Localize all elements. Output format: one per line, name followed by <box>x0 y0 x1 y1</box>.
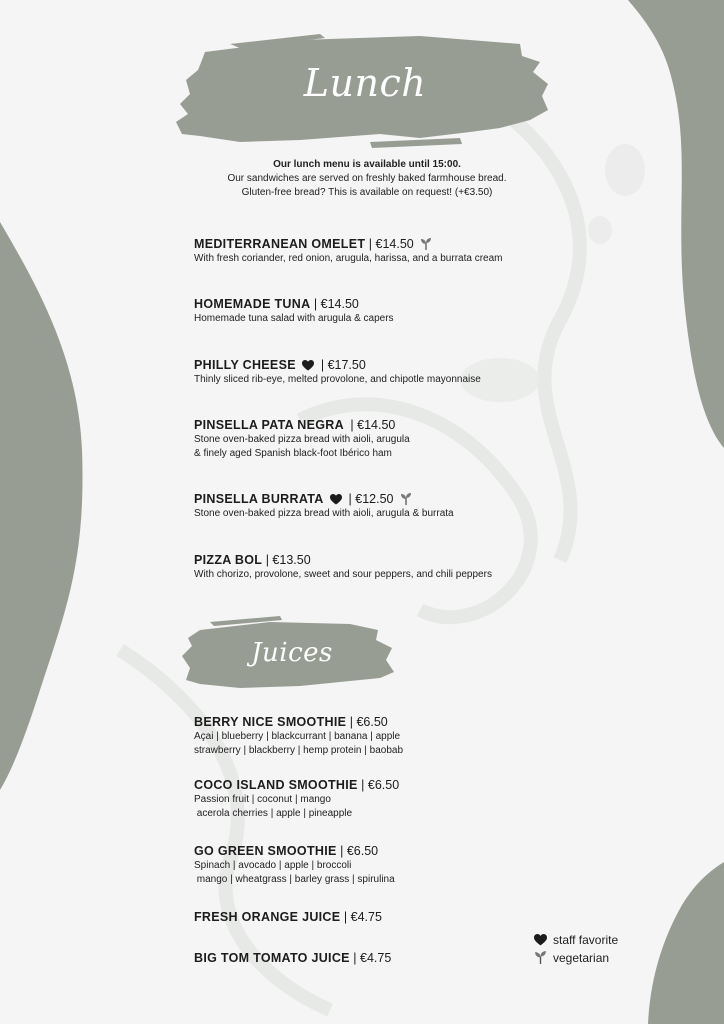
sprout-icon <box>534 950 547 964</box>
intro-availability: Our lunch menu is available until 15:00. <box>273 159 461 170</box>
item-description: With chorizo, provolone, sweet and sour peppers, and chili peppers <box>194 569 492 580</box>
heart-icon <box>330 494 342 505</box>
item-name: PINSELLA PATA NEGRA <box>194 418 344 432</box>
item-description: Açai | blueberry | blackcurrant | banana | apple <box>194 731 401 742</box>
lunch-item-mediterranean-omelet <box>194 236 634 266</box>
juices-title: Juices <box>251 638 333 668</box>
item-description: Homemade tuna salad with arugula & capers <box>194 313 394 324</box>
item-price: €12.50 <box>355 492 394 506</box>
item-name: BERRY NICE SMOOTHIE <box>194 715 347 729</box>
separator: | <box>350 418 354 432</box>
separator: | <box>340 844 344 858</box>
separator: | <box>361 778 365 792</box>
heart-icon <box>534 934 547 946</box>
intro-gluten-free: Gluten-free bread? This is available on request! (+€3.50) <box>241 187 493 198</box>
separator: | <box>349 715 353 729</box>
item-price: €6.50 <box>346 844 379 858</box>
item-description: Spinach | avocado | apple | broccoli <box>194 860 352 871</box>
separator: | <box>343 910 348 924</box>
juice-item-berry-nice-smoothie <box>194 714 634 758</box>
item-name: PHILLY CHEESE <box>194 358 296 372</box>
lunch-title: Lunch <box>303 61 427 105</box>
item-description: Stone oven-baked pizza bread with aioli, arugula & burrata <box>194 508 454 519</box>
item-description: Stone oven-baked pizza bread with aioli, arugula <box>194 434 410 445</box>
sprout-icon <box>420 237 432 250</box>
separator: | <box>353 951 357 965</box>
item-price: €6.50 <box>367 778 400 792</box>
separator: | <box>313 297 318 311</box>
item-price: €14.50 <box>357 418 396 432</box>
item-name: BIG TOM TOMATO JUICE <box>194 951 350 965</box>
item-description: With fresh coriander, red onion, arugula, harissa, and a burrata cream <box>194 253 503 264</box>
lunch-item-pizza-bol <box>194 552 634 582</box>
item-price: €13.50 <box>272 553 311 567</box>
item-name: FRESH ORANGE JUICE <box>194 910 341 924</box>
item-price: €17.50 <box>327 358 366 372</box>
juice-item-coco-island-smoothie <box>194 777 634 821</box>
separator: | <box>368 237 373 251</box>
item-price: €14.50 <box>375 237 414 251</box>
item-price: €14.50 <box>320 297 359 311</box>
legend-vegetarian <box>534 949 618 967</box>
item-price: €4.75 <box>350 910 382 924</box>
item-name: PIZZA BOL <box>194 553 263 567</box>
lunch-item-homemade-tuna <box>194 296 634 326</box>
sprout-icon <box>400 492 412 505</box>
item-price: €4.75 <box>360 951 392 965</box>
item-description: Thinly sliced rib-eye, melted provolone, and chipotle mayonnaise <box>194 374 481 385</box>
heart-icon <box>302 360 314 371</box>
lunch-item-pinsella-burrata <box>194 491 634 521</box>
legend-staff-favorite <box>534 931 618 949</box>
juice-item-go-green-smoothie <box>194 843 634 887</box>
item-name: HOMEMADE TUNA <box>194 297 311 311</box>
item-name: COCO ISLAND SMOOTHIE <box>194 778 358 792</box>
separator: | <box>265 553 269 567</box>
intro-bread: Our sandwiches are served on freshly baked farmhouse bread. <box>227 173 507 184</box>
item-description-line2: mango | wheatgrass | barley grass | spirulina <box>194 874 395 885</box>
lunch-item-pinsella-pata-negra <box>194 417 634 461</box>
item-name: MEDITERRANEAN OMELET <box>194 237 366 251</box>
legend-label: vegetarian <box>553 951 610 965</box>
item-name: PINSELLA BURRATA <box>194 492 324 506</box>
legend-label: staff favorite <box>553 933 619 947</box>
item-description-line2: acerola cherries | apple | pineapple <box>194 808 353 819</box>
item-price: €6.50 <box>356 715 388 729</box>
lunch-intro <box>150 158 584 200</box>
lunch-item-philly-cheese <box>194 357 634 387</box>
item-name: GO GREEN SMOOTHIE <box>194 844 337 858</box>
separator: | <box>348 492 352 506</box>
separator: | <box>320 358 325 372</box>
legend <box>534 931 618 967</box>
item-description-line2: strawberry | blackberry | hemp protein | baobab <box>194 745 404 756</box>
juice-item-fresh-orange-juice <box>194 909 634 925</box>
item-description: Passion fruit | coconut | mango <box>194 794 331 805</box>
item-description-line2: & finely aged Spanish black-foot Ibérico ham <box>194 448 392 459</box>
